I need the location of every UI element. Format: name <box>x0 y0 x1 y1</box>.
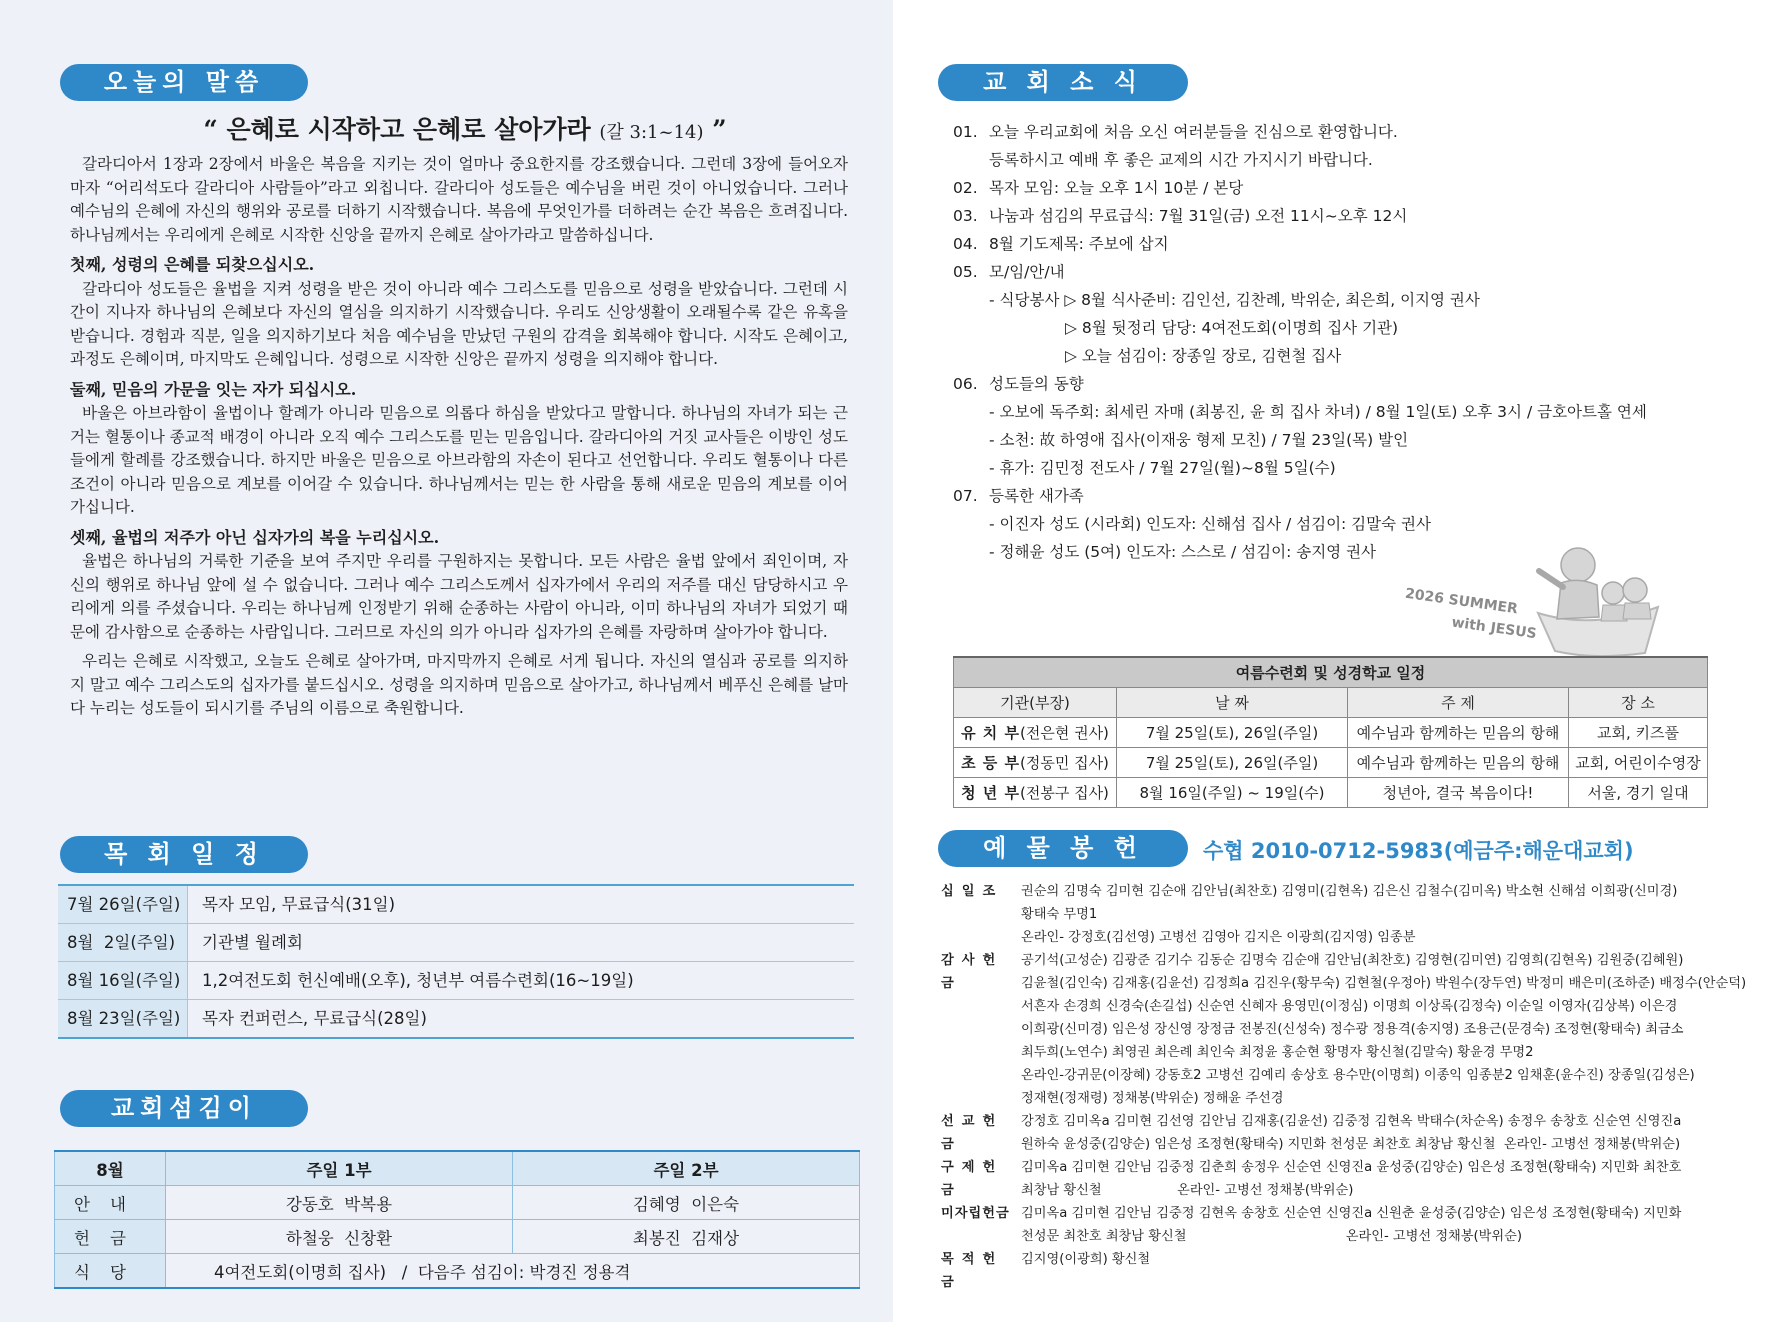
sermon-conclusion: 우리는 은혜로 시작했고, 오늘도 은혜로 살아가며, 마지막까지 은혜로 서게 됩니다. 자신의 열심과 공로를 의지하지 말고 예수 그리스도의 십자가를 붙드십시오. 성령을 의지하며 믿음으로 살아가고, 하나님께서 베푸신 은혜를 날마다 누리는 성도들이 되시기를 주님의 이름으로 축원합니다. <box>70 652 848 717</box>
news-text: - 소천: 故 하영애 집사(이재웅 형제 모친) / 7월 23일(목) 발인 <box>989 431 1409 449</box>
offering-line: 서흔자 손경희 신경숙(손길섭) 신순연 신혜자 용영민(이정심) 이명희 이상록(김정숙) 이순일 이영자(김상복) 이은경 <box>1021 999 1678 1014</box>
summer-theme: 예수님과 함께하는 믿음의 항해 <box>1348 718 1569 748</box>
summer-dept-head: (정동민 집사) <box>1019 754 1109 772</box>
summer-table-caption: 여름수련회 및 성경학교 일정 <box>954 657 1708 688</box>
news-text: 오늘 우리교회에 처음 오신 여러분들을 진심으로 환영합니다. <box>989 123 1398 141</box>
schedule-date: 8월 2일(주일) <box>58 924 188 961</box>
offering-label: 구제헌금 <box>941 1160 1004 1198</box>
summer-date: 8월 16일(주일) ~ 19일(수) <box>1117 778 1348 808</box>
news-text: - 이진자 성도 (시라회) 인도자: 신해섬 집사 / 섬김이: 김말숙 권사 <box>989 515 1431 533</box>
summer-dept-name: 초 등 부 <box>961 754 1020 772</box>
offering-list <box>941 880 1747 1294</box>
offering-names <box>1021 1248 1713 1294</box>
sermon-intro: 갈라디아서 1장과 2장에서 바울은 복음을 지키는 것이 얼마나 중요한지를 강조했습니다. 그런데 3장에 들어오자마자 “어리석도다 갈라디아 사람들아”라고 외칩니다. 갈라디아 성도들은 예수님을 버린 것이 아니었습니다. 그러나 예수님의 은혜에 자신의 행위와 공로를 더하기 시작했습니다. 복음에 무엇인가를 더하려는 순간 복음은 흐려집니다. 하나님께서는 우리에게 은혜로 시작한 신앙을 끝까지 은혜로 살아가라고 말씀하십니다. <box>70 155 848 244</box>
sermon-title <box>70 110 860 146</box>
servants-col-service-2: 주일 2부 <box>512 1151 859 1186</box>
summer-dept-name: 청 년 부 <box>961 784 1020 802</box>
news-number: 02. <box>953 179 978 197</box>
offering-label: 선교헌금 <box>941 1114 1004 1152</box>
pastoral-schedule <box>58 884 854 1039</box>
offering-header: 예 물 봉 헌 <box>938 830 1188 867</box>
offering-group <box>941 1248 1713 1294</box>
summer-table-header-row <box>954 688 1708 718</box>
church-news-header: 교 회 소 식 <box>938 64 1188 101</box>
sermon-reference: (갈 3:1~14) <box>599 122 704 143</box>
news-number: 01. <box>953 123 978 141</box>
offering-line: 온라인-강귀문(이장혜) 강동호2 고병선 김예리 송상호 용수만(이명희) 이종익 임종분2 임채훈(윤수진) 장종일(김성은) <box>1021 1068 1695 1083</box>
offering-line: 최창남 황신철 온라인- 고병선 정채봉(박위순) <box>1021 1183 1354 1198</box>
summer-place: 교회, 어린이수영장 <box>1569 748 1708 778</box>
schedule-row <box>58 961 854 999</box>
summer-dept-head: (전은현 권사) <box>1019 724 1109 742</box>
summer-dept <box>954 748 1117 778</box>
offering-line: 공기석(고성순) 김광준 김기수 김동순 김명숙 김순애 김안님(최찬호) 김영현(김미연) 김영희(김현옥) 김원중(김혜원) <box>1021 953 1684 968</box>
servants-header: 교회섬김이 <box>60 1090 308 1127</box>
summer-place: 서울, 경기 일대 <box>1569 778 1708 808</box>
servants-table <box>54 1150 860 1289</box>
offering-line: 김미옥a 김미현 김안님 김중정 김춘희 송정우 신순연 신영진a 윤성중(김양순) 임은성 조정현(황태숙) 지민화 최찬호 <box>1021 1160 1682 1175</box>
sermon-point-1: 갈라디아 성도들은 율법을 지켜 성령을 받은 것이 아니라 예수 그리스도를 믿음으로 성령을 받았습니다. 그런데 시간이 지나자 하나님의 은혜보다 자신의 열심을 의지하기 시작했습니다. 우리도 신앙생활이 오래될수록 같은 유혹을 받습니다. 경험과 직분, 일을 의지하기보다 처음 예수님을 만났던 구원의 감격을 회복해야 합니다. 시작도 은혜이고, 과정도 은혜이며, 마지막도 은혜입니다. 성령으로 시작한 신앙은 끝까지 성령을 의지해야 합니다. <box>70 279 848 368</box>
sermon-point-3: 율법은 하나님의 거룩한 기준을 보여 주지만 우리를 구원하지는 못합니다. 모든 사람은 율법 앞에서 죄인이며, 자신의 행위로 하나님 앞에 설 수 없습니다. 그러나 예수 그리스도께서 십자가에서 우리의 저주를 대신 담당하시고 우리에게 의를 주셨습니다. 우리는 하나님께 인정받기 위해 순종하는 사람이 아니라, 이미 하나님의 자녀가 되었기 때문에 감사함으로 순종하는 사람입니다. 그러므로 자신의 의가 아니라 십자가의 은혜를 자랑하며 살아가야 합니다. <box>70 552 848 641</box>
news-line <box>953 258 1753 286</box>
schedule-date: 8월 16일(주일) <box>58 962 188 999</box>
summer-date: 7월 25일(토), 26일(주일) <box>1117 748 1348 778</box>
sermon-header: 오늘의 말씀 <box>60 64 308 101</box>
news-line <box>953 174 1753 202</box>
news-text: - 정해윤 성도 (5여) 인도자: 스스로 / 섬김이: 송지영 권사 <box>989 543 1377 561</box>
servants-role: 식당 <box>55 1254 166 1289</box>
offering-line: 원하숙 윤성중(김양순) 임은성 조정현(황태숙) 지민화 천성문 최찬호 최창남 황신철 온라인- 고병선 정채봉(박위순) <box>1021 1137 1681 1152</box>
jesus-boat-illustration <box>1533 535 1668 660</box>
news-line <box>953 454 1753 482</box>
schedule-date: 7월 26일(주일) <box>58 886 188 923</box>
summer-table-row <box>954 748 1708 778</box>
news-text: 성도들의 동향 <box>989 375 1084 393</box>
news-number: 03. <box>953 207 978 225</box>
news-text: ▷ 8월 뒷정리 담당: 4여전도회(이명희 집사 기관) <box>1065 319 1399 337</box>
news-line <box>953 286 1753 314</box>
summer-table-row <box>954 718 1708 748</box>
news-line <box>953 510 1753 538</box>
offering-line: 최두희(노연수) 최영권 최은례 최인숙 최정윤 홍순현 황명자 황신철(김말숙) 황윤경 무명2 <box>1021 1045 1534 1060</box>
sermon-point-2: 바울은 아브라함이 율법이나 할례가 아니라 믿음으로 의롭다 하심을 받았다고 말합니다. 하나님의 자녀가 되는 근거는 혈통이나 종교적 배경이 아니라 오직 예수 그리스도를 믿는 믿음입니다. 갈라디아의 거짓 교사들은 이방인 성도들에게 할례를 강조했습니다. 하지만 바울은 믿음으로 아브라함의 자손이 된다고 선언합니다. 우리도 혈통이나 다른 조건이 아니라 믿음으로 계보를 이어갈 수 있습니다. 하나님께서는 믿는 한 사람을 통해 새로운 믿음의 계보를 이어 가십니다. <box>70 404 848 516</box>
summer-col-theme: 주 제 <box>1348 688 1569 718</box>
sermon-point-3-heading: 셋째, 율법의 저주가 아닌 십자가의 복을 누리십시오. <box>70 527 440 547</box>
offering-group <box>941 1156 1713 1202</box>
schedule-text: 1,2여전도회 헌신예배(오후), 청년부 여름수련회(16~19일) <box>202 971 634 990</box>
news-text: 8월 기도제목: 주보에 삽지 <box>989 235 1169 253</box>
news-text: ▷ 오늘 섬김이: 장종일 장로, 김현철 집사 <box>1065 347 1342 365</box>
offering-line: 김윤철(김인숙) 김재홍(김윤선) 김정희a 김진우(황무숙) 김현철(우정아) 박원수(장두연) 박정미 배은미(조하준) 배정수(안순덕) <box>1021 976 1747 991</box>
schedule-text: 기관별 월례회 <box>202 933 303 952</box>
schedule-row <box>58 923 854 961</box>
summer-table-row <box>954 778 1708 808</box>
offering-label: 목적헌금 <box>941 1252 1004 1290</box>
offering-names <box>1021 1202 1713 1248</box>
news-line <box>953 370 1753 398</box>
servants-names: 하철웅 신창환 <box>166 1220 513 1254</box>
news-number: 06. <box>953 375 978 393</box>
schedule-row <box>58 999 854 1037</box>
servants-role: 헌금 <box>55 1220 166 1254</box>
news-line <box>953 118 1753 146</box>
offering-group <box>941 949 1747 1110</box>
offering-line: 권순의 김명숙 김미현 김순애 김안님(최찬호) 김영미(김현옥) 김은신 김철수(김미옥) 박소현 신해섬 이희광(신미경) <box>1021 884 1678 899</box>
offering-label: 십일조 <box>941 884 1004 899</box>
news-text: 등록하시고 예배 후 좋은 교제의 시간 가지시기 바랍니다. <box>989 151 1373 169</box>
servants-col-service-1: 주일 1부 <box>166 1151 513 1186</box>
news-text: 목자 모임: 오늘 오후 1시 10분 / 본당 <box>989 179 1244 197</box>
news-number: 07. <box>953 487 978 505</box>
offering-group <box>941 1110 1713 1156</box>
news-text: 등록한 새가족 <box>989 487 1084 505</box>
sermon-body <box>70 153 848 727</box>
news-number: 05. <box>953 263 978 281</box>
servants-row <box>55 1254 860 1289</box>
schedule-text: 목자 모임, 무료급식(31일) <box>202 895 396 914</box>
sermon-point-1-heading: 첫째, 성령의 은혜를 되찾으십시오. <box>70 255 315 274</box>
offering-group <box>941 1202 1713 1248</box>
summer-line-2: with JESUS <box>1450 614 1538 643</box>
offering-line: 황태숙 무명1 <box>1021 907 1098 922</box>
news-line <box>953 230 1753 258</box>
pastoral-schedule-header: 목 회 일 정 <box>60 836 308 873</box>
summer-theme: 예수님과 함께하는 믿음의 항해 <box>1348 748 1569 778</box>
offering-line: 김미옥a 김미현 김안님 김중정 김현옥 송창호 신순연 신영진a 신원춘 윤성중(김양순) 임은성 조정현(황태숙) 지민화 <box>1021 1206 1682 1221</box>
offering-group <box>941 880 1713 949</box>
servants-row <box>55 1220 860 1254</box>
church-news-list <box>953 118 1753 566</box>
news-line <box>953 146 1753 174</box>
offering-names <box>1021 1156 1713 1202</box>
servants-names: 김혜영 이은숙 <box>512 1186 859 1220</box>
news-line <box>953 398 1753 426</box>
summer-line-1: 2026 SUMMER <box>1404 585 1519 618</box>
offering-line: 이희광(신미경) 임은성 장신영 장정금 전봉진(신성숙) 정수광 정용격(송지영) 조용근(문경숙) 조정현(황태숙) 최금소 <box>1021 1022 1684 1037</box>
offering-names <box>1021 949 1746 1110</box>
servants-names: 최봉진 김재상 <box>512 1220 859 1254</box>
news-line <box>953 482 1753 510</box>
offering-line: 천성문 최찬호 최창남 황신철 온라인- 고병선 정채봉(박위순) <box>1021 1229 1523 1244</box>
news-text: - 휴가: 김민정 전도사 / 7월 27일(월)~8월 5일(수) <box>989 459 1336 477</box>
offering-line: 정재현(정재령) 정채봉(박위순) 정해윤 주선경 <box>1021 1091 1284 1106</box>
news-text: - 오보에 독주회: 최세린 자매 (최봉진, 윤 희 집사 차녀) / 8월 1일(토) 오후 3시 / 금호아트홀 연세 <box>989 403 1647 421</box>
sermon-title-text: “ 은혜로 시작하고 은혜로 살아가라 <box>203 115 591 144</box>
offering-line: 김지영(이광희) 황신철 <box>1021 1252 1151 1267</box>
servants-row <box>55 1186 860 1220</box>
summer-with-jesus-text <box>1401 583 1541 645</box>
offering-names <box>1021 880 1713 949</box>
summer-col-place: 장 소 <box>1569 688 1708 718</box>
news-text: 나눔과 섬김의 무료급식: 7월 31일(금) 오전 11시~오후 12시 <box>989 207 1408 225</box>
summer-place: 교회, 키즈풀 <box>1569 718 1708 748</box>
news-text: 모/임/안/내 <box>989 263 1065 281</box>
summer-dept-name: 유 치 부 <box>961 724 1020 742</box>
servants-meal-text: 4여전도회(이명희 집사) / 다음주 섬김이: 박경진 정용격 <box>166 1254 860 1289</box>
schedule-date: 8월 23일(주일) <box>58 1000 188 1037</box>
servants-header-row <box>55 1151 860 1186</box>
news-line <box>953 342 1753 370</box>
schedule-text: 목자 컨퍼런스, 무료급식(28일) <box>202 1009 427 1028</box>
summer-dept <box>954 778 1117 808</box>
summer-retreat-table <box>953 656 1708 808</box>
summer-dept-head: (전봉구 집사) <box>1019 784 1109 802</box>
offering-account: 수협 2010-0712-5983(예금주:해운대교회) <box>1203 839 1634 863</box>
summer-date: 7월 25일(토), 26일(주일) <box>1117 718 1348 748</box>
news-text: - 식당봉사 ▷ 8월 식사준비: 김인선, 김찬례, 박위순, 최은희, 이지영 권사 <box>989 291 1480 309</box>
news-line <box>953 202 1753 230</box>
servants-role: 안내 <box>55 1186 166 1220</box>
offering-line: 강정호 김미옥a 김미현 김선영 김안님 김재홍(김윤선) 김중정 김현옥 박태수(차순옥) 송정우 송창호 신순연 신영진a <box>1021 1114 1682 1129</box>
news-line <box>953 426 1753 454</box>
summer-table-caption-row <box>954 657 1708 688</box>
right-page <box>893 0 1783 1322</box>
offering-line: 온라인- 강정호(김선영) 고병선 김영아 김지은 이광희(김지영) 임종분 <box>1021 930 1416 945</box>
sermon-point-2-heading: 둘째, 믿음의 가문을 잇는 자가 되십시오. <box>70 379 357 399</box>
news-number: 04. <box>953 235 978 253</box>
summer-col-dept: 기관(부장) <box>954 688 1117 718</box>
offering-label: 감사헌금 <box>941 953 1004 991</box>
offering-label: 미자립헌금 <box>941 1206 1010 1221</box>
servants-col-month: 8월 <box>55 1151 166 1186</box>
summer-theme: 청년아, 결국 복음이다! <box>1348 778 1569 808</box>
summer-col-date: 날 짜 <box>1117 688 1348 718</box>
schedule-row <box>58 886 854 923</box>
news-line <box>953 314 1753 342</box>
summer-dept <box>954 718 1117 748</box>
servants-names: 강동호 박복용 <box>166 1186 513 1220</box>
offering-names <box>1021 1110 1713 1156</box>
sermon-title-end: ” <box>712 115 727 144</box>
